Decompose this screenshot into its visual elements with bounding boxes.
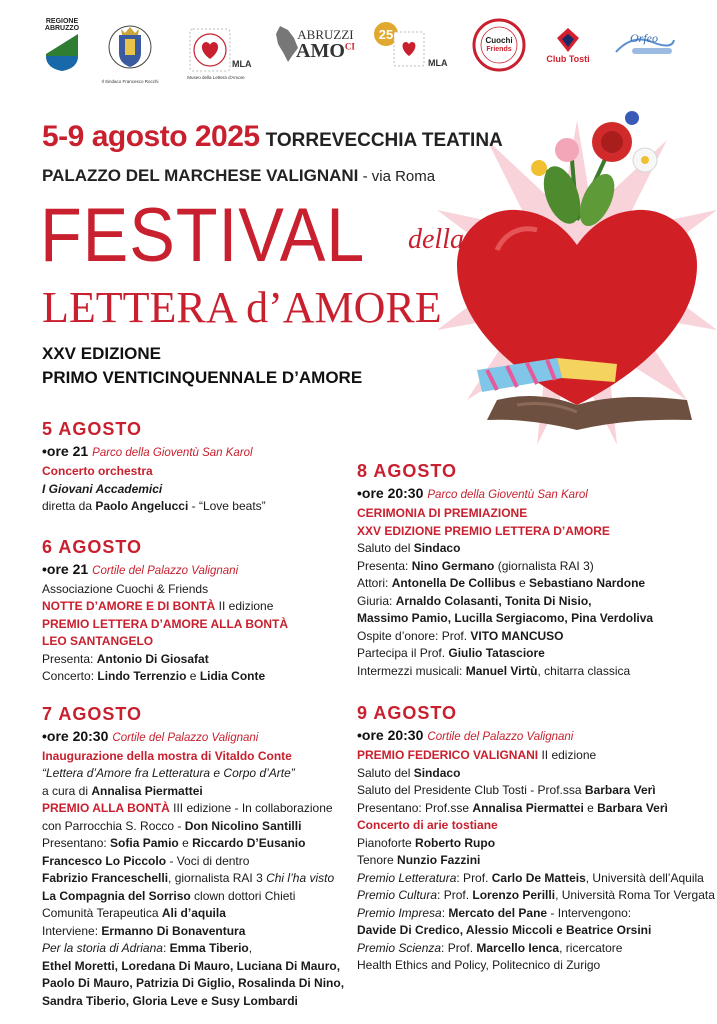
text-part: diretta da: [42, 499, 96, 513]
text-part: : Prof.: [437, 888, 473, 902]
name-part: Paolo Di Mauro, Patrizia Di Giglio, Rosalinda Di Nino,: [42, 976, 345, 990]
day-8-line-1: CERIMONIA DI PREMIAZIONE: [357, 506, 528, 520]
comune-caption: Il Sindaco Francesco Rocchi: [101, 78, 159, 84]
time-text: •ore 20:30: [42, 727, 109, 744]
abruzzi-amoci-logo: [272, 22, 355, 70]
holding-hands: [487, 396, 692, 430]
abruzzi-line2: AMO: [296, 40, 345, 62]
day-7-line-7: [42, 853, 342, 871]
text-part: e: [515, 576, 530, 590]
day-9-line-8: [357, 870, 702, 888]
name-part: Davide Di Credico, Alessio Miccoli e Beatrice Orsini: [357, 923, 652, 937]
text-part: a cura di: [42, 783, 92, 798]
name-part: Lidia Conte: [199, 669, 266, 683]
text-part: e: [186, 669, 200, 683]
text-part: :: [162, 941, 170, 955]
day-8-line-9: [357, 645, 702, 663]
text-part: Intermezzi musicali:: [357, 663, 466, 678]
cuochi-line1: Cuochi: [485, 36, 513, 46]
day-7-line-15: [42, 993, 342, 1011]
text-part: ,: [248, 941, 253, 955]
text-part: Presenta:: [357, 558, 412, 573]
text-part: Saluto del Presidente Club Tosti - Prof.ssa: [357, 783, 585, 797]
premio-25-logo: [372, 18, 456, 74]
museo-lettera-amore-logo: [180, 14, 252, 92]
day-8-line-3: [357, 540, 702, 558]
event-dates: [42, 120, 503, 154]
regione-abruzzo-logo: [40, 14, 84, 76]
day-9-line-6: [357, 835, 702, 853]
day-9-line-10: [357, 905, 702, 923]
italic-part: Premio Cultura: [357, 888, 438, 902]
ensemble-name: I Giovani Accademici: [42, 481, 163, 496]
day-7-line-4: [42, 800, 342, 818]
name-part: Annalisa Piermattei: [91, 783, 203, 798]
name-part: VITO MANCUSO: [470, 628, 564, 643]
text-part: - Intervengono:: [547, 905, 632, 920]
red-part: PREMIO FEDERICO VALIGNANI: [357, 748, 539, 762]
name-part: Nino Germano: [411, 558, 495, 573]
text-part: - “Love beats”: [188, 499, 266, 513]
day-6-title: 6 AGOSTO: [42, 536, 143, 557]
name-part: Barbara Verì: [597, 800, 668, 815]
day-5-line-1: Concerto orchestra: [42, 464, 153, 478]
museo-caption: Museo della Lettera d'Amore: [187, 74, 245, 80]
italic-part: Premio Letteratura: [357, 870, 457, 885]
text-part: , chitarra classica: [537, 663, 631, 678]
name-part: Lorenzo Perilli: [472, 888, 556, 902]
text-part: con Parrocchia S. Rocco -: [42, 818, 185, 833]
abruzzi-sup: CI: [344, 41, 355, 52]
text-part: Interviene:: [42, 923, 102, 938]
name-part: Mercato del Pane: [448, 905, 548, 920]
day-8-section: [357, 459, 702, 680]
day-9-line-2: [357, 765, 702, 783]
day-9-line-5: Concerto di arie tostiane: [357, 818, 498, 832]
name-part: Massimo Pamio, Lucilla Sergiacomo, Pina Verdoliva: [357, 611, 654, 625]
day-9-line-13: Health Ethics and Policy, Politecnico di Zurigo: [357, 958, 601, 972]
day-8-line-6: [357, 593, 702, 611]
orfeo-label: Orfeo: [630, 30, 658, 45]
name-part: Antonio Di Giosafat: [96, 651, 209, 666]
text-part: II edizione: [215, 599, 274, 613]
name-part: Sandra Tiberio, Gloria Leve e Susy Lombardi: [42, 993, 298, 1008]
day-7-line-12: [42, 940, 342, 958]
day-9-line-11: [357, 922, 702, 940]
day-8-line-5: [357, 575, 702, 593]
name-part: Emma Tiberio: [169, 941, 249, 955]
exhibit-title: “Lettera d’Amore fra Letteratura e Corpo d’Arte”: [42, 766, 295, 780]
regione-line1: REGIONE: [45, 18, 79, 25]
day-7-line-1: Inaugurazione della mostra di Vitaldo Conte: [42, 748, 292, 763]
della-text: della: [408, 224, 464, 255]
italic-part: Premio Impresa: [357, 905, 442, 920]
place-text: Parco della Gioventù San Karol: [92, 447, 253, 459]
festival-title: FESTIVAL: [40, 193, 366, 278]
day-8-line-2: XXV EDIZIONE PREMIO LETTERA D’AMORE: [357, 523, 610, 538]
name-part: La Compagnia del Sorriso: [42, 888, 191, 903]
day-8-line-8: [357, 628, 702, 646]
name-part: Sofia Pamio: [110, 836, 179, 850]
street-text: - via Roma: [358, 168, 436, 185]
text-part: , ricercatore: [559, 940, 623, 955]
day-6-line-4: LEO SANTANGELO: [42, 634, 154, 648]
name-part: Paolo Angelucci: [95, 499, 189, 513]
sponsor-logos: [0, 0, 717, 100]
time-text: •ore 20:30: [357, 727, 424, 743]
name-part: Ermanno Di Bonaventura: [101, 923, 246, 938]
time-text: •ore 20:30: [357, 485, 424, 501]
text-part: Presentano:: [42, 836, 111, 850]
day-7-time: [42, 726, 342, 748]
text-part: Saluto del: [357, 541, 414, 555]
name-part: Roberto Rupo: [415, 835, 496, 850]
text-part: , giornalista RAI 3: [168, 871, 267, 885]
svg-text:MLA: MLA: [232, 58, 252, 69]
text-part: Ospite d’onore: Prof.: [357, 628, 471, 643]
day-6-section: [42, 535, 342, 686]
day-9-line-4: [357, 800, 702, 818]
text-part: Pianoforte: [357, 835, 416, 850]
cuochi-friends-logo: [472, 18, 526, 72]
text-part: Tenore: [357, 853, 398, 867]
day-6-line-2: [42, 598, 342, 616]
venue-text: PALAZZO DEL MARCHESE VALIGNANI: [42, 166, 359, 185]
name-part: Antonella De Collibus: [391, 576, 516, 590]
italic-part: Per la storia di Adriana: [42, 941, 163, 955]
name-part: Manuel Virtù: [465, 663, 538, 678]
show-title: Chi l’ha visto: [266, 871, 335, 885]
day-7-line-3: [42, 783, 342, 801]
text-part: Presentano: Prof.sse: [357, 800, 473, 815]
text-part: : Prof.: [456, 870, 492, 885]
red-part: NOTTE D’AMORE E DI BONTÀ: [42, 599, 216, 613]
day-9-title: 9 AGOSTO: [357, 703, 458, 723]
day-9-line-3: [357, 782, 702, 800]
day-7-line-14: [42, 975, 345, 993]
text-part: Attori:: [357, 576, 392, 590]
cuochi-line2: Friends: [486, 45, 512, 53]
name-part: Marcello Ienca: [476, 940, 560, 955]
day-7-line-9: [42, 888, 342, 906]
name-part: Annalisa Piermattei: [472, 800, 584, 815]
red-part: PREMIO ALLA BONTÀ: [42, 801, 170, 815]
venue-line: [42, 166, 435, 186]
text-part: Partecipa il Prof.: [357, 646, 449, 660]
orfeo-logo: [612, 24, 676, 60]
text-part: Comunità Terapeutica: [42, 906, 162, 920]
day-9-line-12: [357, 940, 702, 958]
comune-crest-icon: [107, 21, 153, 77]
time-text: •ore 21: [42, 560, 89, 577]
day-7-title: 7 AGOSTO: [42, 703, 143, 724]
italic-part: Premio Scienza: [357, 940, 442, 955]
place-text: Cortile del Palazzo Valignani: [112, 731, 259, 744]
premio-25-badge-icon: [372, 18, 456, 74]
day-5-section: [42, 417, 342, 516]
name-part: Don Nicolino Santilli: [184, 818, 302, 833]
club-tosti-label: Club Tosti: [546, 54, 590, 64]
text-part: Presenta:: [42, 651, 97, 666]
text-part: , Università dell’Aquila: [585, 870, 704, 885]
name-part: Ethel Moretti, Loredana Di Mauro, Luciana Di Mauro,: [42, 958, 341, 973]
name-part: Ali d’aquila: [161, 906, 226, 920]
day-7-line-5: [42, 818, 342, 836]
text-part: - Voci di dentro: [166, 853, 250, 868]
day-9-line-7: [357, 852, 702, 870]
day-8-line-10: [357, 663, 702, 681]
dates-text: 5-9 agosto 2025: [42, 120, 260, 153]
name-part: Sebastiano Nardone: [529, 576, 646, 590]
abruzzi-line1: ABRUZZI: [297, 27, 354, 42]
time-text: •ore 21: [42, 443, 89, 459]
name-part: Francesco Lo Piccolo: [42, 853, 167, 868]
comune-torrevecchia-logo: [101, 12, 159, 92]
name-part: Riccardo D’Eusanio: [192, 836, 306, 850]
text-part: e: [178, 836, 193, 850]
text-part: II edizione: [538, 748, 597, 762]
regione-line2: ABRUZZO: [44, 25, 80, 32]
day-7-line-13: [42, 958, 342, 976]
day-9-section: [357, 701, 715, 975]
text-part: Saluto del: [357, 765, 414, 780]
edition-line: XXV EDIZIONE: [42, 344, 162, 363]
svg-text:25: 25: [378, 27, 394, 42]
text-part: (giornalista RAI 3): [494, 558, 594, 573]
day-5-line-2: [42, 481, 342, 499]
town-text: TORREVECCHIA TEATINA: [265, 130, 503, 151]
day-6-line-1: Associazione Cuochi & Friends: [42, 581, 209, 596]
svg-text:MLA: MLA: [428, 58, 448, 68]
name-part: Nunzio Fazzini: [397, 853, 481, 867]
place-text: Cortile del Palazzo Valignani: [427, 731, 574, 743]
place-text: Cortile del Palazzo Valignani: [92, 564, 239, 577]
museo-heart-stamp-icon: [188, 27, 252, 75]
day-7-line-8: [42, 870, 342, 888]
lettera-amore-title: LETTERA d’AMORE: [42, 283, 442, 332]
day-9-line-9: [357, 887, 715, 905]
day-8-title: 8 AGOSTO: [357, 461, 458, 481]
program-left-column: [42, 417, 345, 1010]
day-6-line-6: [42, 668, 342, 686]
name-part: Carlo De Matteis: [491, 870, 586, 885]
day-7-line-2: [42, 765, 342, 783]
day-6-time: [42, 559, 342, 581]
day-8-time: [357, 483, 702, 505]
name-part: Barbara Verì: [584, 783, 656, 797]
day-7-line-10: [42, 905, 342, 923]
name-part: Sindaco: [413, 541, 461, 555]
text-part: :: [441, 905, 449, 920]
day-8-line-7: [357, 610, 702, 628]
place-text: Parco della Gioventù San Karol: [427, 489, 588, 501]
club-tosti-mark-icon: [555, 26, 581, 54]
name-part: Arnaldo Colasanti, Tonita Di Nisio,: [395, 593, 592, 608]
day-5-title: 5 AGOSTO: [42, 419, 143, 439]
regione-shield-icon: [44, 32, 80, 72]
day-6-line-3: PREMIO LETTERA D’AMORE ALLA BONTÀ: [42, 616, 288, 631]
text-part: III edizione - In collaborazione: [169, 801, 333, 815]
day-7-line-11: [42, 923, 342, 941]
text-part: e: [583, 800, 598, 815]
text-part: , Università Roma Tor Vergata: [555, 888, 715, 902]
program-right-column: [357, 459, 715, 975]
subtitle-line: PRIMO VENTICINQUENNALE D’AMORE: [42, 368, 363, 387]
name-part: Lindo Terrenzio: [97, 669, 187, 683]
text-part: clown dottori Chieti: [190, 888, 296, 903]
club-tosti-logo: [538, 20, 598, 70]
day-5-time: [42, 441, 342, 463]
day-9-time: [357, 725, 702, 747]
day-9-line-1: [357, 747, 702, 765]
text-part: Concerto:: [42, 669, 98, 683]
day-6-line-5: [42, 651, 342, 669]
day-5-line-3: [42, 498, 342, 516]
day-7-section: [42, 702, 345, 1011]
text-part: Giuria:: [357, 593, 396, 608]
day-8-line-4: [357, 558, 702, 576]
name-part: Giulio Tatasciore: [448, 646, 545, 660]
text-part: : Prof.: [441, 940, 477, 955]
day-7-line-6: [42, 835, 342, 853]
name-part: Sindaco: [413, 765, 461, 780]
name-part: Fabrizio Franceschelli: [42, 871, 169, 885]
